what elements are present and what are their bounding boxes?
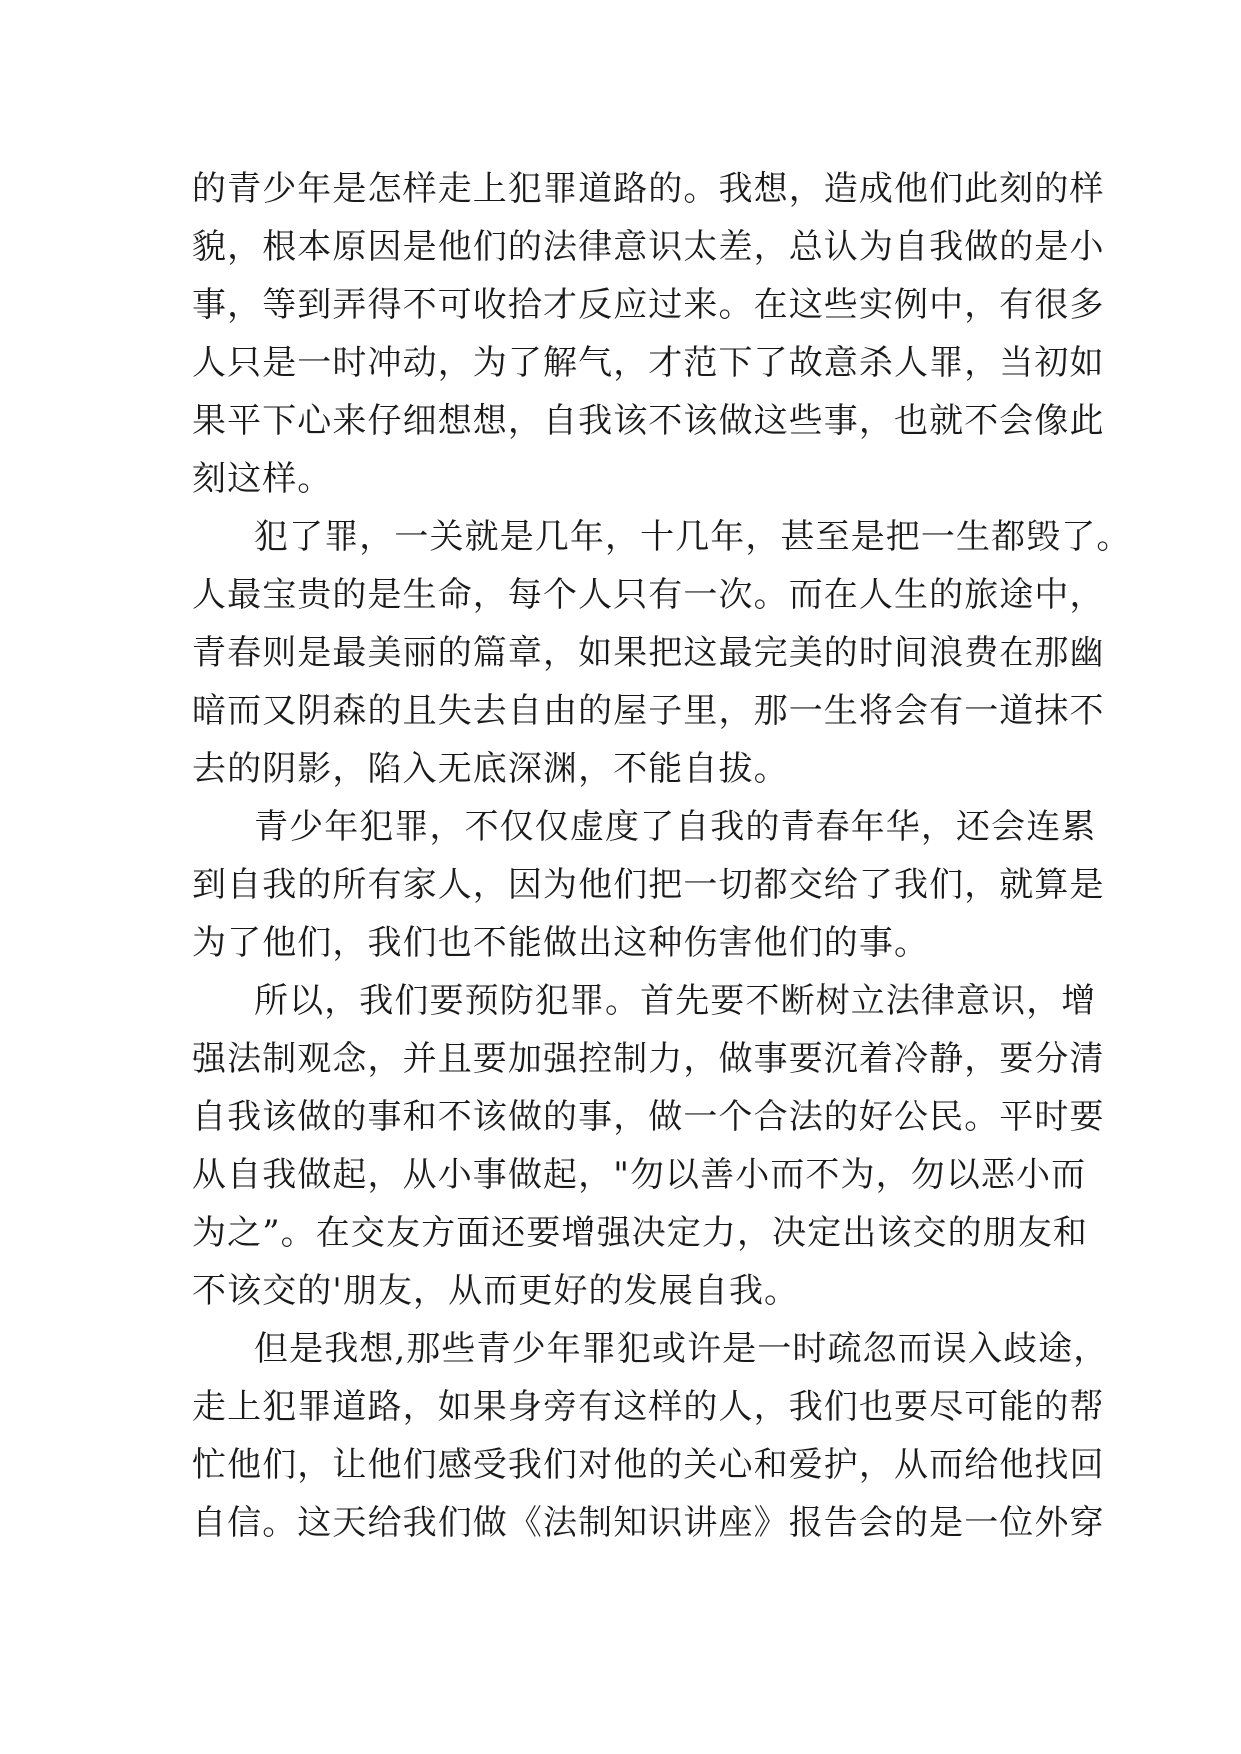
text-line: 走上犯罪道路，如果身旁有这样的人，我们也要尽可能的帮 — [192, 1387, 1105, 1427]
text-line: 人只是一时冲动，为了解气，才范下了故意杀人罪，当初如 — [192, 343, 1105, 383]
text-line: 为之”。在交友方面还要增强决定力，决定出该交的朋友和 — [192, 1213, 1088, 1253]
text-line: 去的阴影，陷入无底深渊，不能自拔。 — [192, 749, 789, 789]
text-line: 不该交的'朋友，从而更好的发展自我。 — [192, 1271, 800, 1311]
text-line: 事，等到弄得不可收拾才反应过来。在这些实例中，有很多 — [192, 285, 1105, 325]
document-body — [192, 160, 1132, 1552]
text-line: 从自我做起，从小事做起，"勿以善小而不为，勿以恶小而 — [192, 1155, 1087, 1195]
text-line: 果平下心来仔细想想，自我该不该做这些事，也就不会像此 — [192, 401, 1105, 441]
text-line: 自信。这天给我们做《法制知识讲座》报告会的是一位外穿 — [192, 1503, 1105, 1543]
text-line: 刻这样。 — [192, 459, 333, 499]
paragraph-first-line: 所以，我们要预防犯罪。首先要不断树立法律意识，增 — [254, 981, 1097, 1021]
text-line: 貌，根本原因是他们的法律意识太差，总认为自我做的是小 — [192, 227, 1105, 267]
text-line: 人最宝贵的是生命，每个人只有一次。而在人生的旅途中， — [192, 575, 1105, 615]
text-line: 忙他们，让他们感受我们对他的关心和爱护，从而给他找回 — [192, 1445, 1105, 1485]
text-line: 为了他们，我们也不能做出这种伤害他们的事。 — [192, 923, 930, 963]
text-line: 强法制观念，并且要加强控制力，做事要沉着冷静，要分清 — [192, 1039, 1105, 1079]
paragraph-first-line: 但是我想,那些青少年罪犯或许是一时疏忽而误入歧途， — [254, 1329, 1109, 1369]
text-line: 自我该做的事和不该做的事，做一个合法的好公民。平时要 — [192, 1097, 1105, 1137]
text-line: 到自我的所有家人，因为他们把一切都交给了我们，就算是 — [192, 865, 1105, 905]
paragraph-first-line: 犯了罪，一关就是几年，十几年，甚至是把一生都毁了。 — [254, 517, 1132, 557]
text-line: 的青少年是怎样走上犯罪道路的。我想，造成他们此刻的样 — [192, 169, 1105, 209]
paragraph-first-line: 青少年犯罪，不仅仅虚度了自我的青春年华，还会连累 — [254, 807, 1097, 847]
text-line: 暗而又阴森的且失去自由的屋子里，那一生将会有一道抹不 — [192, 691, 1105, 731]
text-line: 青春则是最美丽的篇章，如果把这最完美的时间浪费在那幽 — [192, 633, 1105, 673]
